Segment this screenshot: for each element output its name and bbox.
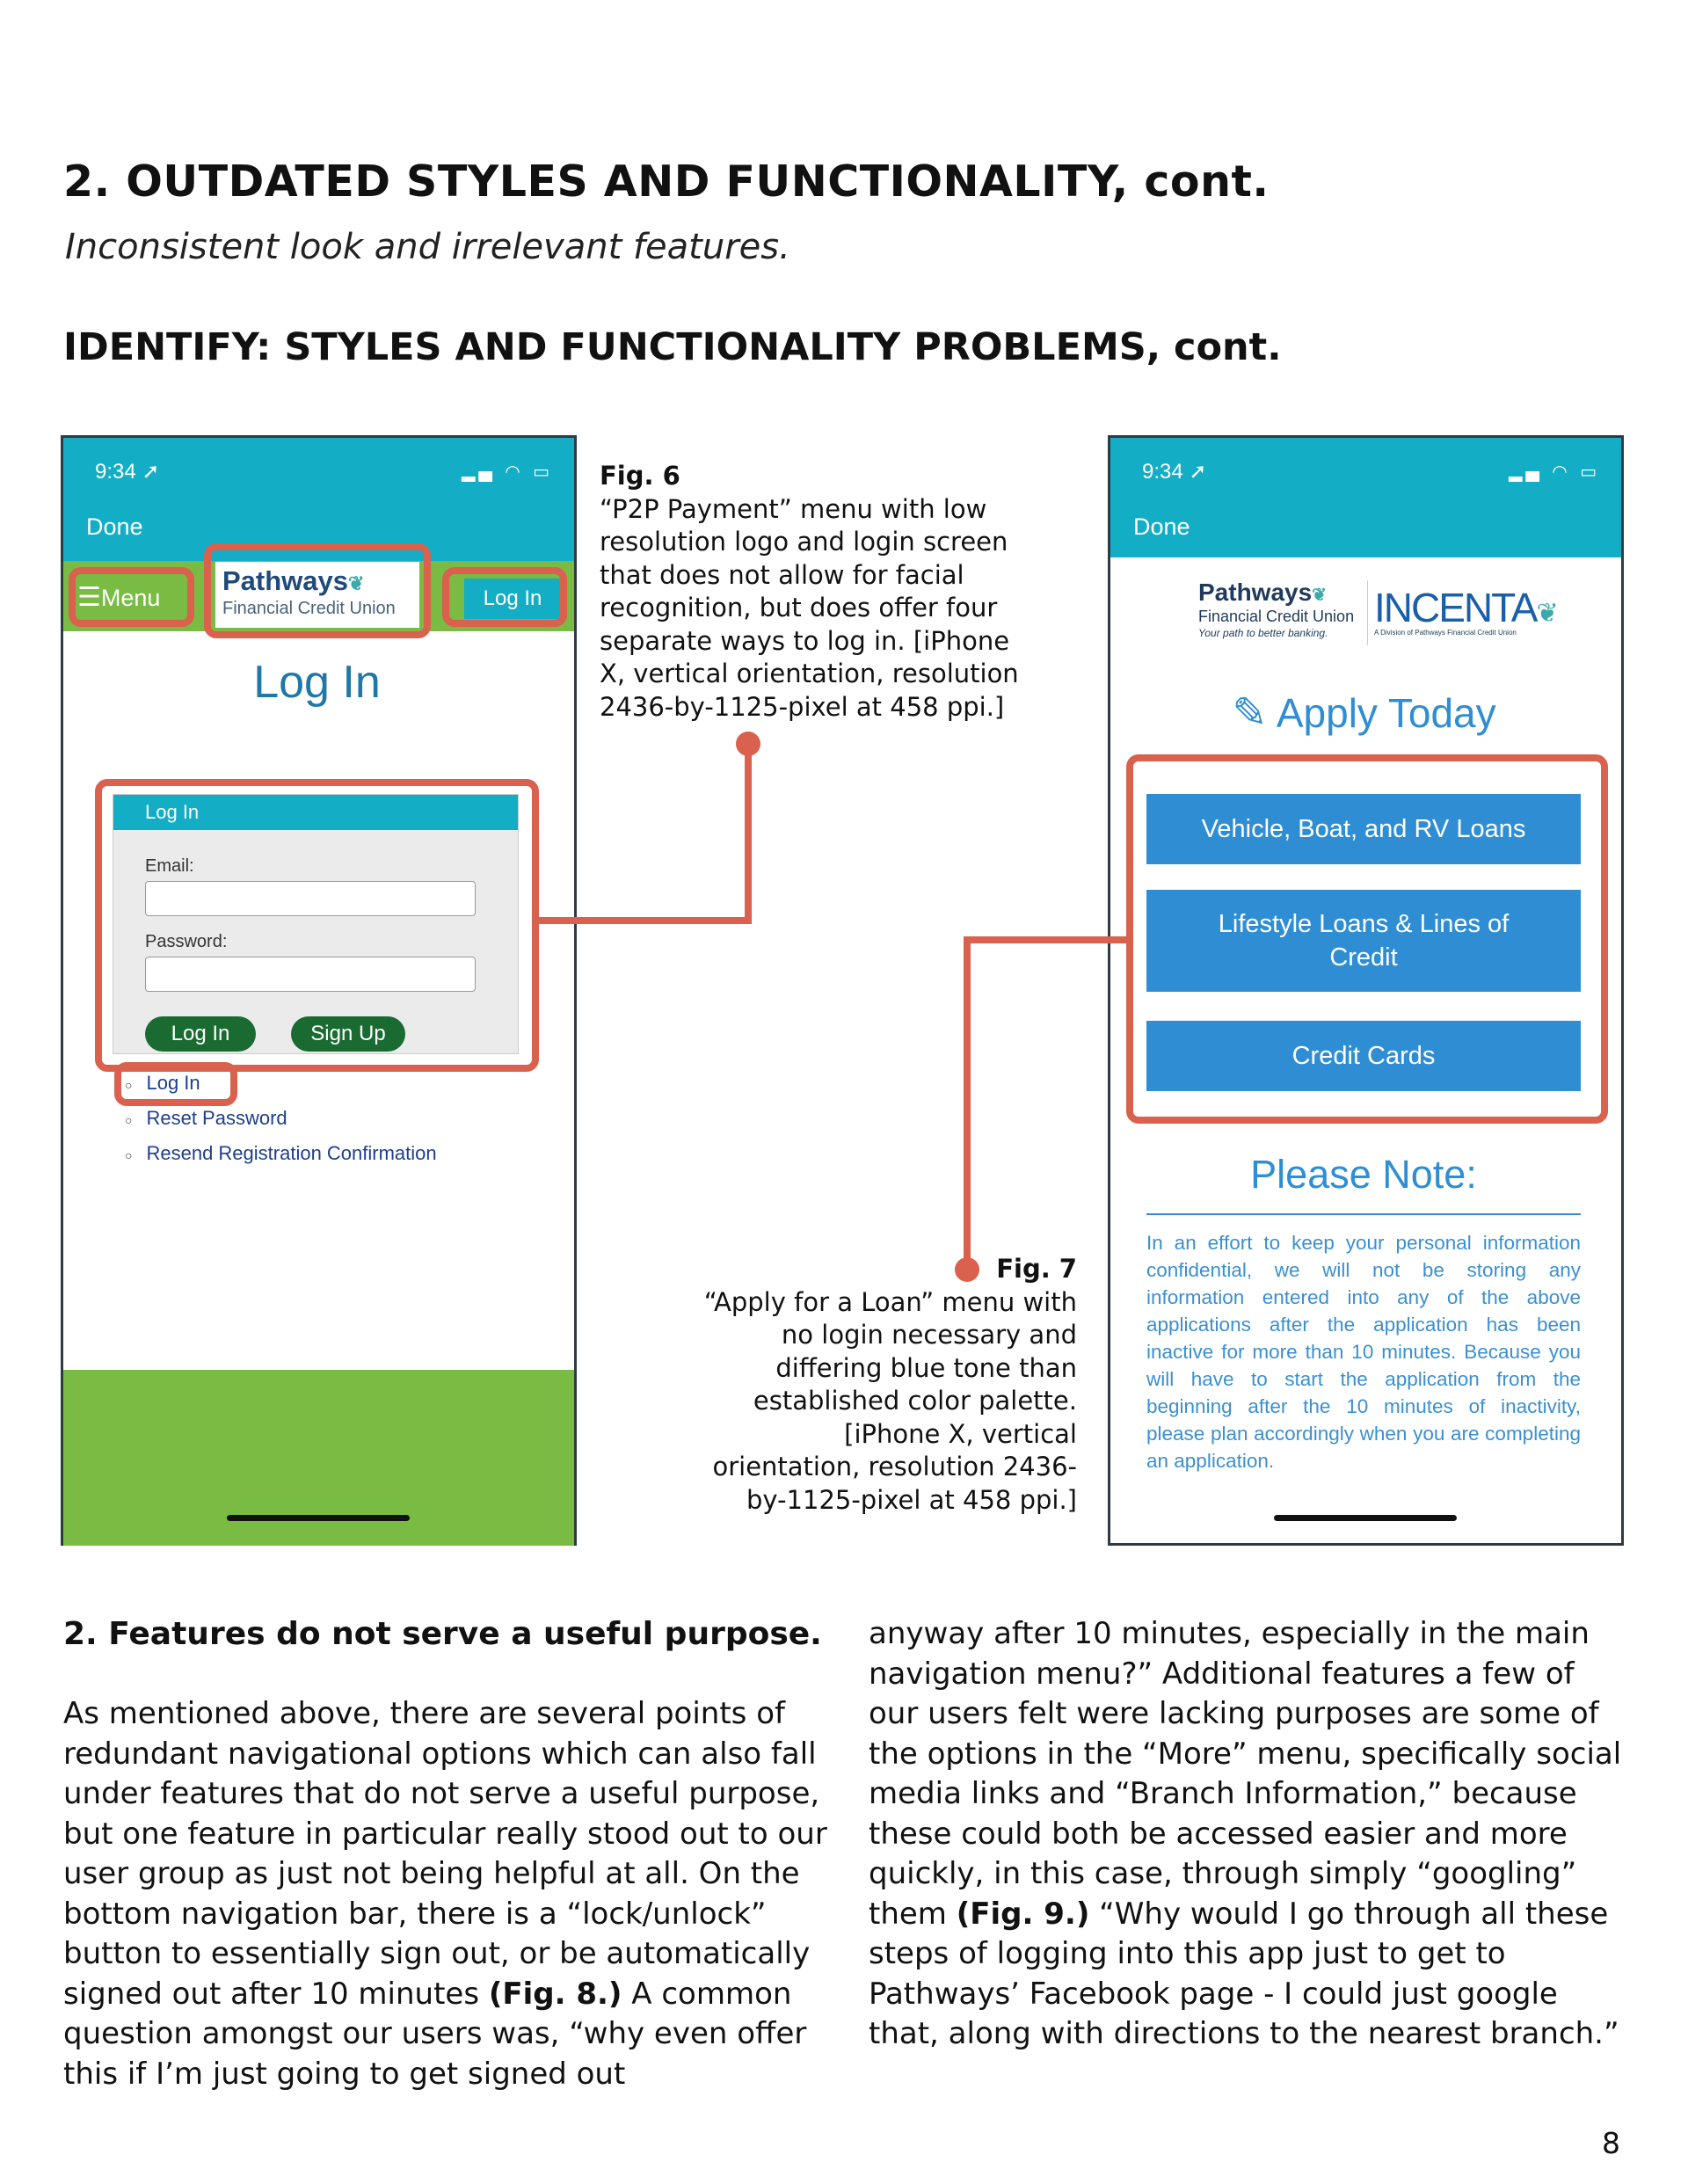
incenta-name: INCENTA❦ <box>1374 585 1557 630</box>
fig7-label: Fig. 7 <box>996 1254 1077 1284</box>
body-subheading: 2. Features do not serve a useful purpose. <box>63 1616 822 1652</box>
section-heading: IDENTIFY: STYLES AND FUNCTIONALITY PROBLEMS, cont. <box>63 325 1282 369</box>
link-item[interactable]: ○ Log In <box>125 1072 200 1094</box>
fig7-text: “Apply for a Loan” menu with no login necessary and differing blue tone than established color palette. [iPhone X, vertical orientation, resolution 2436-by-1125-pixel at 458 ppi.] <box>703 1286 1077 1515</box>
body-column-2 <box>869 1614 1625 2055</box>
annotation-menu <box>69 567 194 627</box>
logo-name: Pathways❦ <box>1198 579 1327 606</box>
loan-button-lifestyle[interactable]: Lifestyle Loans & Lines of Credit <box>1146 890 1581 992</box>
col2-text-b: “Why would I go through all these steps of logging into this app just to get to Pathways’ Facebook page - I could just google that, along with directions to the nearest branch.” <box>869 1896 1619 2051</box>
annotation-login-link <box>114 1062 237 1106</box>
leaf-icon: ❦ <box>348 572 365 594</box>
note-text: In an effort to keep your personal information confidential, we will not be storing any information entered into any of the above applications after the application has been inactive for more than 10 minutes. Because you will have to start the application from the beginning after the 10 minutes of inactivity, please plan accordingly when you are completing an application. <box>1146 1232 1581 1472</box>
status-time: 9:34 ➚ <box>1142 460 1207 484</box>
apply-title: ✎ Apply Today <box>1232 690 1496 737</box>
annotation-logo <box>204 543 431 638</box>
home-indicator <box>1274 1515 1457 1521</box>
page-title: 2. OUTDATED STYLES AND FUNCTIONALITY, cont. <box>63 157 1270 207</box>
annotation-form <box>95 779 539 1072</box>
col1-text-b: A common question amongst our users was, “why even offer this if I’m just going to get signed out <box>63 1976 807 2092</box>
connector-fig7-v <box>964 936 971 1272</box>
logo-tagline: Your path to better banking. <box>1198 627 1328 639</box>
hamburger-icon: ☰ <box>77 583 101 612</box>
form-header: Log In <box>113 795 518 830</box>
logo-name: Pathways❦ <box>222 565 365 596</box>
loan-button-credit-cards[interactable]: Credit Cards <box>1146 1021 1581 1091</box>
done-button[interactable]: Done <box>1133 513 1190 540</box>
loan-button-vehicle[interactable]: Vehicle, Boat, and RV Loans <box>1146 794 1581 864</box>
col2-text-a: anyway after 10 minutes, especially in the main navigation menu?” Additional features a few of our users felt were lacking purposes are some of the options in the “More” menu, specifically social media links and “Branch Information,” because these could both be accessed easier and more quickly, in this case, through simply “googling” them <box>869 1616 1622 1932</box>
email-label: Email: <box>145 856 194 876</box>
done-button[interactable]: Done <box>86 513 143 540</box>
logo-sub: Financial Credit Union <box>1198 608 1355 625</box>
page-number: 8 <box>1602 2126 1620 2160</box>
fig6-label: Fig. 6 <box>600 461 680 491</box>
col1-text-a: As mentioned above, there are several points of redundant navigational options which can also fall under features that do not serve a useful purpose, but one feature in particular really stood out to our user group as just not being helpful at all. On the bottom navigation bar, there is a “lock/unlock” button to essentially sign out, or be automatically signed out after 10 minutes <box>63 1696 827 2012</box>
link-item[interactable]: ○ Resend Registration Confirmation <box>125 1142 437 1164</box>
password-label: Password: <box>145 932 228 951</box>
incenta-sub: A Division of Pathways Financial Credit Union <box>1374 629 1517 637</box>
annotation-loan-buttons <box>1126 754 1608 1124</box>
connector-fig7-h <box>964 936 1129 943</box>
connector-fig6-v <box>745 745 752 924</box>
fig7-caption <box>695 1253 1077 1517</box>
incenta-logo <box>1374 587 1557 637</box>
fig6-caption <box>600 460 1022 724</box>
pencil-icon: ✎ <box>1232 690 1268 737</box>
leaf-icon: ❦ <box>1536 599 1557 628</box>
fig6-text: “P2P Payment” menu with low resolution logo and login screen that does not allow for facial recognition, but does offer four separate ways to log in. [iPhone X, vertical orientation, resolution 2436-by-1125-pixel at 458 ppi.] <box>600 493 1019 722</box>
logo-divider <box>1367 580 1368 645</box>
signal-wifi-battery-icon: ▂▄ ◠ ▭ <box>462 461 553 482</box>
login-title: Log In <box>253 657 381 708</box>
body-column-1 <box>63 1694 828 2094</box>
signal-wifi-battery-icon: ▂▄ ◠ ▭ <box>1509 461 1600 482</box>
bullet-icon: ○ <box>125 1078 133 1092</box>
home-indicator <box>227 1515 410 1521</box>
bullet-icon: ○ <box>125 1148 133 1162</box>
note-divider <box>1146 1213 1581 1215</box>
note-title: Please Note: <box>1250 1152 1477 1197</box>
header-login-button[interactable]: Log In <box>464 579 561 619</box>
annotation-login-top <box>442 567 567 627</box>
fig9-ref: (Fig. 9.) <box>956 1896 1090 1932</box>
link-item[interactable]: ○ Reset Password <box>125 1107 287 1129</box>
bullet-icon: ○ <box>125 1113 133 1127</box>
page-subtitle: Inconsistent look and irrelevant features. <box>65 227 790 267</box>
status-time: 9:34 ➚ <box>95 460 160 484</box>
connector-fig6-h <box>538 917 752 924</box>
menu-button[interactable]: ☰Menu <box>77 583 161 612</box>
logo-sub: Financial Credit Union <box>222 599 396 618</box>
signup-button[interactable]: Sign Up <box>291 1016 405 1052</box>
connector-fig6-dot <box>736 732 760 756</box>
fig8-ref: (Fig. 8.) <box>488 1976 622 2012</box>
pathways-logo <box>1198 580 1354 638</box>
status-bar <box>1110 438 1621 499</box>
status-bar <box>63 438 574 499</box>
login-button[interactable]: Log In <box>145 1016 256 1052</box>
leaf-icon: ❦ <box>1312 586 1327 605</box>
